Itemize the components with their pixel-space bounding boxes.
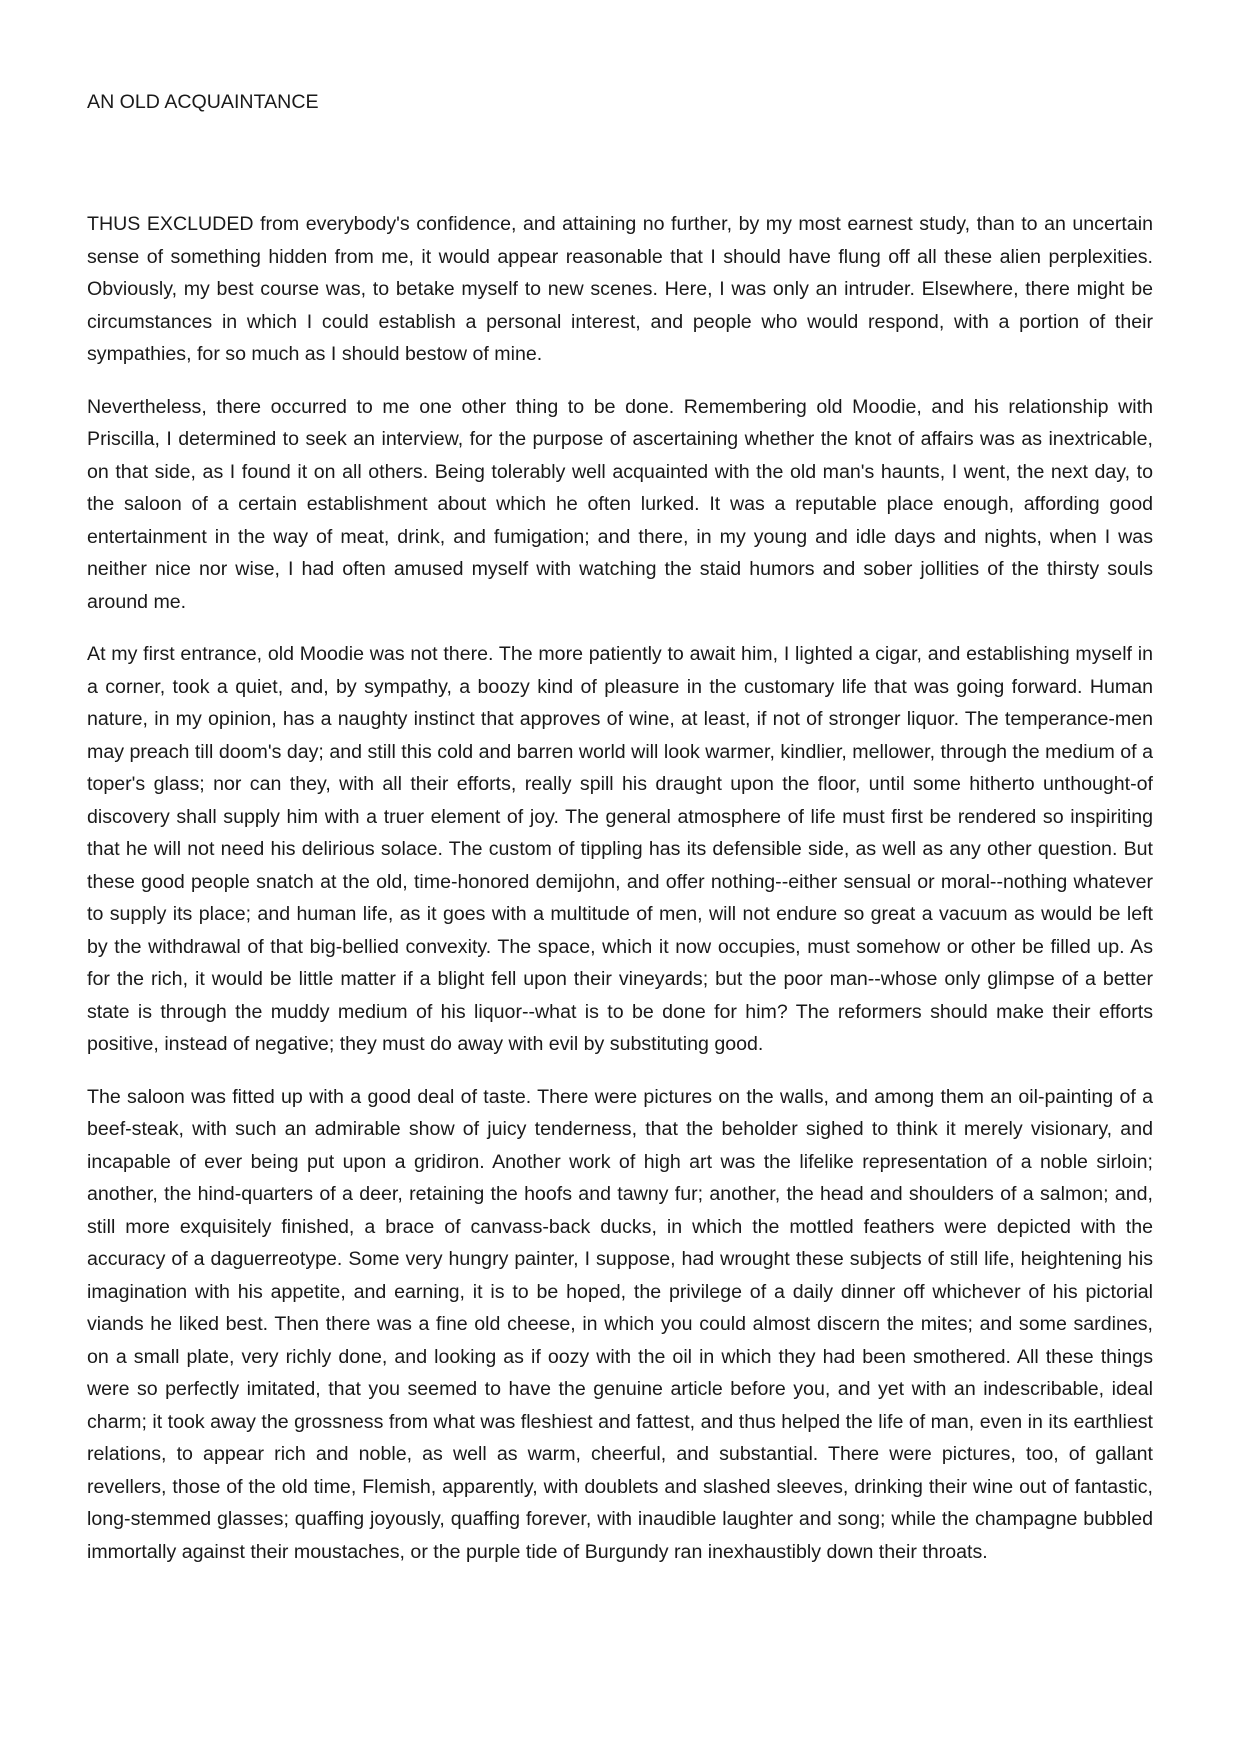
paragraph-1: THUS EXCLUDED from everybody's confidence, and attaining no further, by my most earnest study, than to an uncertain sense of something hidden from me, it would appear reasonable that I should have flung off all these alien perplexities. Obviously, my best course was, to betake myself to new scenes. Here, I was only an intruder. Elsewhere, there might be circumstances in which I could establish a personal interest, and people who would respond, with a portion of their sympathies, for so much as I should bestow of mine. [87,213,1153,365]
document-page [87,86,1153,1588]
paragraph-2: Nevertheless, there occurred to me one other thing to be done. Remembering old Moodie, and his relationship with Priscilla, I determined to seek an interview, for the purpose of ascertaining whether the knot of affairs was as inextricable, on that side, as I found it on all others. Being tolerably well acquainted with the old man's haunts, I went, the next day, to the saloon of a certain establishment about which he often lurked. It was a reputable place enough, affording good entertainment in the way of meat, drink, and fumigation; and there, in my young and idle days and nights, when I was neither nice nor wise, I had often amused myself with watching the staid humors and sober jollities of the thirsty souls around me. [87,395,1153,613]
chapter-title: AN OLD ACQUAINTANCE [87,91,319,113]
chapter-body [87,208,1153,1568]
paragraph-3: At my first entrance, old Moodie was not there. The more patiently to await him, I lighted a cigar, and establishing myself in a corner, took a quiet, and, by sympathy, a boozy kind of pleasure in the customary life that was going forward. Human nature, in my opinion, has a naughty instinct that approves of wine, at least, if not of stronger liquor. The temperance-men may preach till doom's day; and still this cold and barren world will look warmer, kindlier, mellower, through the medium of a toper's glass; nor can they, with all their efforts, really spill his draught upon the floor, until some hitherto unthought-of discovery shall supply him with a truer element of joy. The general atmosphere of life must first be rendered so inspiriting that he will not need his delirious solace. The custom of tippling has its defensible side, as well as any other question. But these good people snatch at the old, time-honored demijohn, and offer nothing--either sensual or moral--nothing whatever to supply its place; and human life, as it goes with a multitude of men, will not endure so great a vacuum as would be left by the withdrawal of that big-bellied convexity. The space, which it now occupies, must somehow or other be filled up. As for the rich, it would be little matter if a blight fell upon their vineyards; but the poor man--whose only glimpse of a better state is through the muddy medium of his liquor--what is to be done for him? The reformers should make their efforts positive, instead of negative; they must do away with evil by substituting good. [87,643,1153,1055]
paragraph-4: The saloon was fitted up with a good deal of taste. There were pictures on the walls, and among them an oil-painting of a beef-steak, with such an admirable show of juicy tenderness, that the beholder sighed to think it merely visionary, and incapable of ever being put upon a gridiron. Another work of high art was the lifelike representation of a noble sirloin; another, the hind-quarters of a deer, retaining the hoofs and tawny fur; another, the head and shoulders of a salmon; and, still more exquisitely finished, a brace of canvass-back ducks, in which the mottled feathers were depicted with the accuracy of a daguerreotype. Some very hungry painter, I suppose, had wrought these subjects of still life, heightening his imagination with his appetite, and earning, it is to be hoped, the privilege of a daily dinner off whichever of his pictorial viands he liked best. Then there was a fine old cheese, in which you could almost discern the mites; and some sardines, on a small plate, very richly done, and looking as if oozy with the oil in which they had been smothered. All these things were so perfectly imitated, that you seemed to have the genuine article before you, and yet with an indescribable, ideal charm; it took away the grossness from what was fleshiest and fattest, and thus helped the life of man, even in its earthliest relations, to appear rich and noble, as well as warm, cheerful, and substantial. There were pictures, too, of gallant revellers, those of the old time, Flemish, apparently, with doublets and slashed sleeves, drinking their wine out of fantastic, long-stemmed glasses; quaffing joyously, quaffing forever, with inaudible laughter and song; while the champagne bubbled immortally against their moustaches, or the purple tide of Burgundy ran inexhaustibly down their throats. [87,1085,1153,1563]
